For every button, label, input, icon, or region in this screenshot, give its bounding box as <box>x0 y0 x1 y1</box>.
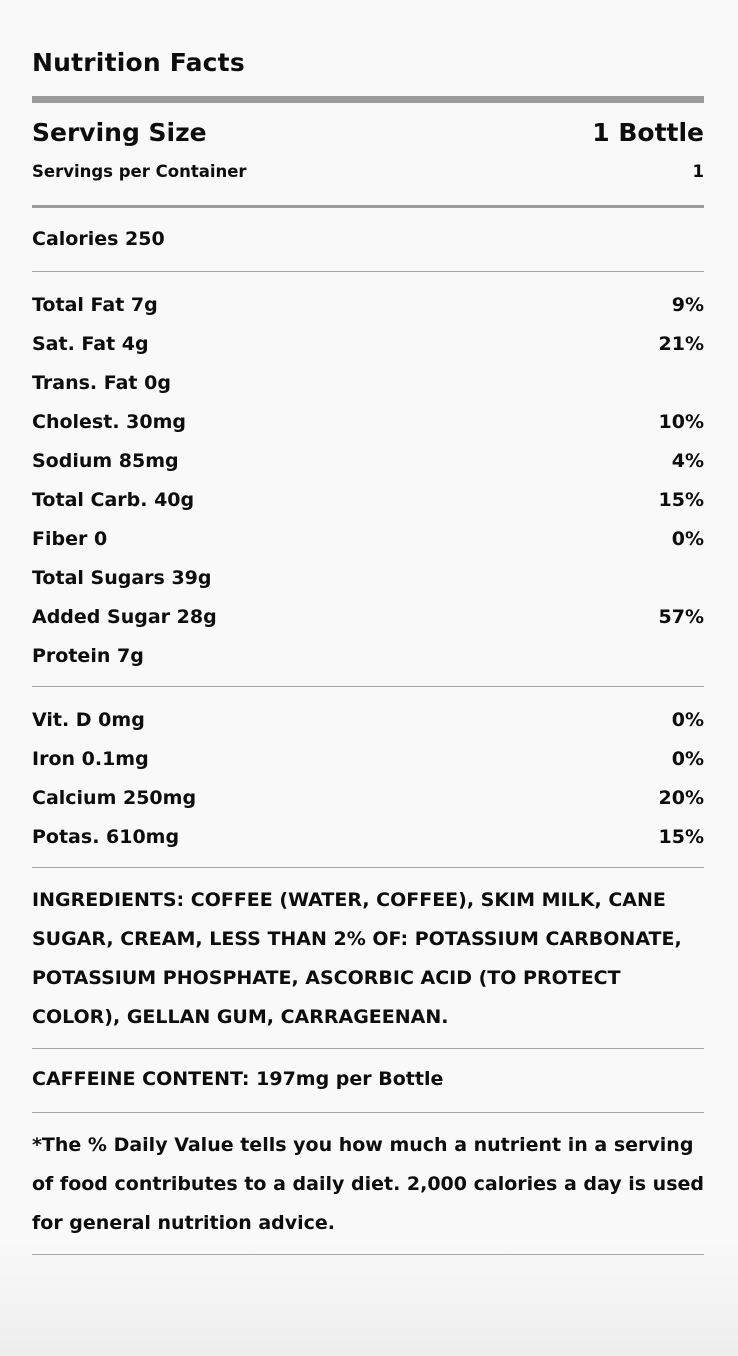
nutrient-name: Cholest. 30mg <box>32 410 186 433</box>
calories: Calories 250 <box>32 228 165 250</box>
servings-per-container-label: Servings per Container <box>32 162 247 181</box>
nutrient-row-trans-fat <box>32 363 704 402</box>
nutrient-daily-value: 15% <box>658 488 704 511</box>
nutrient-daily-value: 57% <box>658 605 704 628</box>
nutrient-name: Sodium 85mg <box>32 449 179 472</box>
nutrient-row-total-carb <box>32 480 704 519</box>
nutrient-row-fiber <box>32 519 704 558</box>
serving-size-row <box>32 118 704 147</box>
vitamin-daily-value: 0% <box>671 747 704 770</box>
ingredients-divider <box>32 1048 704 1049</box>
vitamin-name: Calcium 250mg <box>32 786 197 809</box>
daily-value-footnote: *The % Daily Value tells you how much a nutrient in a serving of food contributes to a daily diet. 2,000 calories a day is used for general nutrition advice. <box>32 1134 704 1234</box>
nutrient-name: Total Carb. 40g <box>32 488 195 511</box>
nutrient-daily-value: 0% <box>671 527 704 550</box>
vitamin-row-vit-d <box>32 700 704 739</box>
vitamin-daily-value: 20% <box>658 786 704 809</box>
vitamin-name: Iron 0.1mg <box>32 747 149 770</box>
vitamin-row-iron <box>32 739 704 778</box>
nutrient-row-cholesterol <box>32 402 704 441</box>
calories-divider <box>32 271 704 272</box>
vitamin-name: Potas. 610mg <box>32 825 180 848</box>
serving-size-label: Serving Size <box>32 118 207 147</box>
thick-divider <box>32 96 704 103</box>
vitamin-row-calcium <box>32 778 704 817</box>
nutrient-daily-value: 4% <box>671 449 704 472</box>
ingredients-text: INGREDIENTS: COFFEE (WATER, COFFEE), SKIM MILK, CANE SUGAR, CREAM, LESS THAN 2% OF: POTASSIUM CARBONATE, POTASSIUM PHOSPHATE, ASCORBIC ACID (TO PROTECT COLOR), GELLAN GUM, CARRAGEENAN. <box>32 889 682 1028</box>
footnote-divider <box>32 1254 704 1255</box>
nutrient-name: Added Sugar 28g <box>32 605 217 628</box>
nutrient-row-total-sugars <box>32 558 704 597</box>
serving-divider <box>32 205 704 208</box>
nutrient-name: Total Sugars 39g <box>32 566 212 589</box>
caffeine-divider <box>32 1112 704 1113</box>
nutrient-daily-value: 10% <box>658 410 704 433</box>
nutrition-facts-title: Nutrition Facts <box>32 48 245 77</box>
vitamin-daily-value: 0% <box>671 708 704 731</box>
vitamin-row-potassium <box>32 817 704 856</box>
nutrient-name: Trans. Fat 0g <box>32 371 171 394</box>
nutrient-name: Total Fat 7g <box>32 293 158 316</box>
serving-size-value: 1 Bottle <box>592 118 704 147</box>
servings-per-container-value: 1 <box>692 162 704 181</box>
vitamin-name: Vit. D 0mg <box>32 708 145 731</box>
vitamin-daily-value: 15% <box>658 825 704 848</box>
caffeine-content: CAFFEINE CONTENT: 197mg per Bottle <box>32 1068 444 1090</box>
nutrient-row-protein <box>32 636 704 675</box>
nutrient-name: Sat. Fat 4g <box>32 332 149 355</box>
nutrient-row-sat-fat <box>32 324 704 363</box>
nutrient-daily-value: 9% <box>671 293 704 316</box>
nutrient-list <box>32 285 704 675</box>
nutrient-row-total-fat <box>32 285 704 324</box>
nutrient-name: Fiber 0 <box>32 527 108 550</box>
nutrient-daily-value: 21% <box>658 332 704 355</box>
nutrients-divider <box>32 686 704 687</box>
servings-per-container-row <box>32 162 704 181</box>
nutrient-name: Protein 7g <box>32 644 144 667</box>
vitamin-list <box>32 700 704 856</box>
nutrient-row-added-sugar <box>32 597 704 636</box>
nutrient-row-sodium <box>32 441 704 480</box>
vitamins-divider <box>32 867 704 868</box>
